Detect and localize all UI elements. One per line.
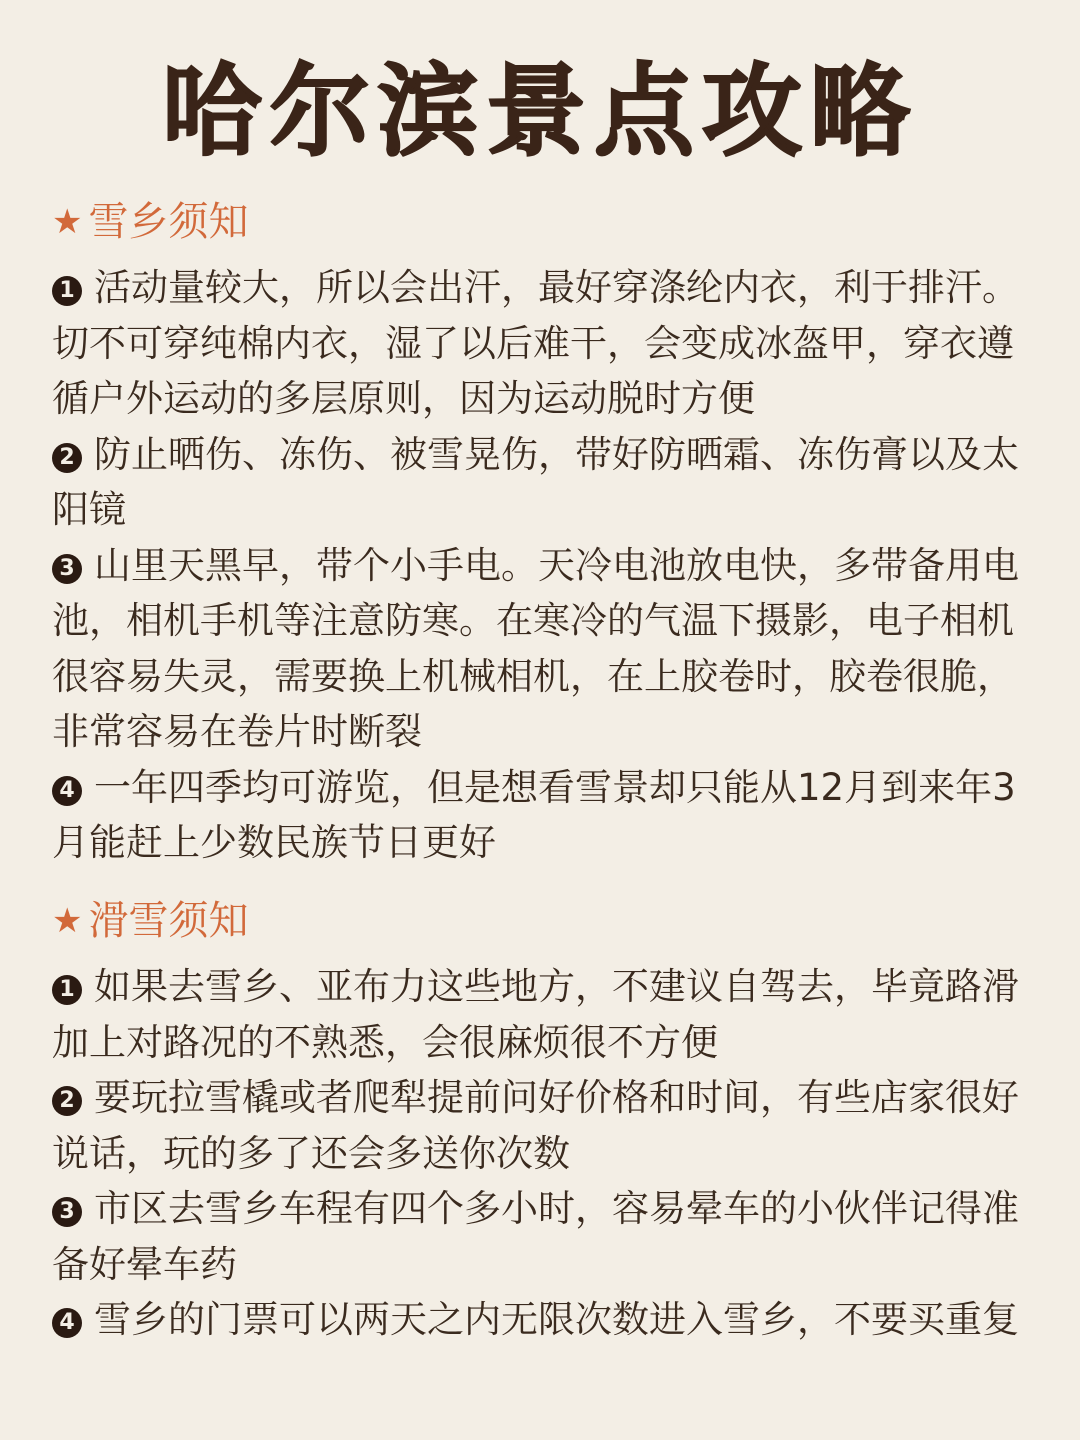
- section-snow-town: [52, 194, 1040, 871]
- item-text: 一年四季均可游览，但是想看雪景却只能从12月到来年3月能赶上少数民族节日更好: [52, 765, 1016, 864]
- number-badge-icon: 1: [52, 276, 82, 306]
- list-item: [52, 760, 1040, 871]
- item-text: 市区去雪乡车程有四个多小时，容易晕车的小伙伴记得准备好晕车药: [52, 1187, 1019, 1286]
- list-item: [52, 427, 1040, 538]
- star-icon: ★: [52, 202, 83, 242]
- star-icon: ★: [52, 901, 83, 941]
- tips-list: [52, 260, 1040, 871]
- number-badge-icon: 2: [52, 1086, 82, 1116]
- number-badge-icon: 3: [52, 554, 82, 584]
- list-item: [52, 1181, 1040, 1292]
- item-text: 如果去雪乡、亚布力这些地方，不建议自驾去，毕竟路滑加上对路况的不熟悉，会很麻烦很不方便: [52, 965, 1019, 1064]
- section-heading-text: 雪乡须知: [88, 199, 249, 245]
- section-heading: [52, 194, 1040, 250]
- list-item: [52, 1070, 1040, 1181]
- item-text: 防止晒伤、冻伤、被雪晃伤，带好防晒霜、冻伤膏以及太阳镜: [52, 432, 1019, 531]
- list-item: [52, 260, 1040, 427]
- item-text: 山里天黑早，带个小手电。天冷电池放电快，多带备用电池，相机手机等注意防寒。在寒冷的气温下摄影，电子相机很容易失灵，需要换上机械相机，在上胶卷时，胶卷很脆，非常容易在卷片时断裂: [52, 543, 1019, 753]
- section-heading-text: 滑雪须知: [88, 898, 249, 944]
- number-badge-icon: 4: [52, 776, 82, 806]
- list-item: [52, 959, 1040, 1070]
- section-skiing: [52, 893, 1040, 1348]
- tips-list: [52, 959, 1040, 1348]
- number-badge-icon: 4: [52, 1308, 82, 1338]
- item-text: 雪乡的门票可以两天之内无限次数进入雪乡，不要买重复: [94, 1298, 1019, 1341]
- number-badge-icon: 3: [52, 1197, 82, 1227]
- list-item: [52, 538, 1040, 760]
- list-item: [52, 1292, 1040, 1348]
- section-heading: [52, 893, 1040, 949]
- page-title: 哈尔滨景点攻略: [162, 53, 918, 170]
- number-badge-icon: 1: [52, 975, 82, 1005]
- item-text: 要玩拉雪橇或者爬犁提前问好价格和时间，有些店家很好说话，玩的多了还会多送你次数: [52, 1076, 1019, 1175]
- number-badge-icon: 2: [52, 443, 82, 473]
- item-text: 活动量较大，所以会出汗，最好穿涤纶内衣，利于排汗。切不可穿纯棉内衣，湿了以后难干，会变成冰盔甲，穿衣遵循户外运动的多层原则，因为运动脱时方便: [52, 266, 1019, 420]
